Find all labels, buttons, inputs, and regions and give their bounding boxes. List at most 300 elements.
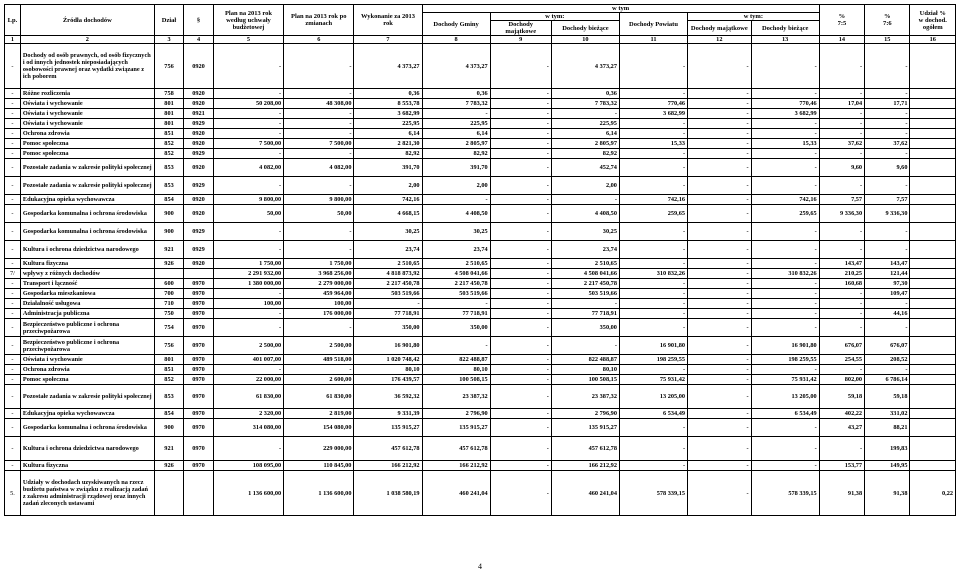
row-paragraph: 0929 (184, 241, 214, 259)
row-powiat-majatkowe: - (688, 365, 752, 375)
row-gmina-total: 822 488,87 (422, 355, 490, 365)
row-lp: - (5, 355, 21, 365)
row-plan-budget: 9 800,00 (213, 195, 283, 205)
row-powiat-total: 16 901,80 (619, 337, 687, 355)
row-section: 853 (154, 177, 184, 195)
row-powiat-biezace: - (751, 279, 819, 289)
column-number: 15 (865, 36, 910, 44)
row-plan-budget: - (213, 109, 283, 119)
row-paragraph: 0929 (184, 119, 214, 129)
row-gmina-majatkowe: - (490, 375, 551, 385)
row-powiat-majatkowe: - (688, 259, 752, 269)
row-section: 900 (154, 419, 184, 437)
row-share (910, 241, 956, 259)
row-plan-changes: - (284, 109, 354, 119)
row-pct-75: - (819, 437, 864, 461)
row-powiat-total: 742,16 (619, 195, 687, 205)
row-gmina-total: 7 783,32 (422, 99, 490, 109)
row-lp: - (5, 437, 21, 461)
row-powiat-total: - (619, 223, 687, 241)
row-plan-changes: - (284, 241, 354, 259)
row-powiat-biezace: - (751, 89, 819, 99)
row-section: 710 (154, 299, 184, 309)
row-paragraph: 0970 (184, 409, 214, 419)
table-row (5, 119, 956, 129)
row-plan-budget: 100,00 (213, 299, 283, 309)
row-lp: - (5, 319, 21, 337)
row-source-name: Pozostałe zadania w zakresie polityki społecznej (20, 177, 154, 195)
row-powiat-total: 259,65 (619, 205, 687, 223)
table-row (5, 355, 956, 365)
row-source-name: Transport i łączność (20, 279, 154, 289)
row-pct-75: 17,04 (819, 99, 864, 109)
row-execution: 9 331,39 (354, 409, 422, 419)
row-powiat-total: 75 931,42 (619, 375, 687, 385)
row-lp: - (5, 44, 21, 89)
row-source-name: Kultura i ochrona dziedzictwa narodowego (20, 437, 154, 461)
row-gmina-biezace: 2 217 450,78 (551, 279, 619, 289)
table-row (5, 241, 956, 259)
row-powiat-total: 3 682,99 (619, 109, 687, 119)
row-share (910, 365, 956, 375)
row-gmina-majatkowe: - (490, 409, 551, 419)
row-pct-75: - (819, 44, 864, 89)
row-lp: - (5, 99, 21, 109)
row-gmina-biezace: 166 212,92 (551, 461, 619, 471)
row-execution: 225,95 (354, 119, 422, 129)
row-powiat-majatkowe: - (688, 375, 752, 385)
row-section: 854 (154, 409, 184, 419)
row-pct-75: - (819, 149, 864, 159)
column-number: 11 (619, 36, 687, 44)
row-plan-budget: 2 291 932,00 (213, 269, 283, 279)
table-row (5, 375, 956, 385)
row-source-name: Gospodarka mieszkaniowa (20, 289, 154, 299)
header-source: Źródła dochodów (20, 5, 154, 36)
table-row (5, 99, 956, 109)
column-number: 5 (213, 36, 283, 44)
row-share (910, 129, 956, 139)
page-number: 4 (478, 562, 482, 571)
row-lp: - (5, 241, 21, 259)
row-gmina-total: 82,92 (422, 149, 490, 159)
row-gmina-biezace: 4 408,50 (551, 205, 619, 223)
row-source-name: Gospodarka komunalna i ochrona środowiska (20, 223, 154, 241)
row-plan-budget: - (213, 129, 283, 139)
row-plan-budget: - (213, 241, 283, 259)
row-section: 926 (154, 259, 184, 269)
row-powiat-majatkowe: - (688, 409, 752, 419)
row-powiat-total: 578 339,15 (619, 471, 687, 516)
row-pct-76: 331,02 (865, 409, 910, 419)
row-plan-changes: - (284, 44, 354, 89)
table-row (5, 419, 956, 437)
row-share (910, 385, 956, 409)
row-powiat-majatkowe: - (688, 279, 752, 289)
row-section: 851 (154, 365, 184, 375)
row-gmina-biezace: 100 508,15 (551, 375, 619, 385)
row-share: 0,22 (910, 471, 956, 516)
row-powiat-biezace: - (751, 461, 819, 471)
row-gmina-biezace: 457 612,78 (551, 437, 619, 461)
row-gmina-total: - (422, 337, 490, 355)
row-plan-budget: 61 830,00 (213, 385, 283, 409)
column-number: 13 (751, 36, 819, 44)
row-section: 853 (154, 385, 184, 409)
row-pct-76: - (865, 241, 910, 259)
row-paragraph: 0920 (184, 159, 214, 177)
header-lp: Lp. (5, 5, 21, 36)
row-execution: 82,92 (354, 149, 422, 159)
row-plan-budget: - (213, 44, 283, 89)
row-plan-budget: - (213, 289, 283, 299)
row-paragraph: 0970 (184, 437, 214, 461)
row-plan-changes: - (284, 119, 354, 129)
row-pct-76: 6 786,14 (865, 375, 910, 385)
row-lp: - (5, 409, 21, 419)
row-gmina-biezace: 2 510,65 (551, 259, 619, 269)
row-powiat-total: - (619, 89, 687, 99)
row-source-name: Oświata i wychowanie (20, 119, 154, 129)
row-gmina-total: 77 718,91 (422, 309, 490, 319)
row-pct-75: - (819, 89, 864, 99)
row-pct-76: 17,71 (865, 99, 910, 109)
row-gmina-total: 2 796,90 (422, 409, 490, 419)
row-powiat-total: 198 259,55 (619, 355, 687, 365)
row-share (910, 159, 956, 177)
row-share (910, 375, 956, 385)
row-powiat-biezace: - (751, 159, 819, 177)
row-plan-budget: 7 500,00 (213, 139, 283, 149)
header-powiat-biezace: Dochody bieżące (751, 21, 819, 36)
row-execution: 457 612,78 (354, 437, 422, 461)
row-gmina-biezace: - (551, 109, 619, 119)
row-gmina-biezace: 452,74 (551, 159, 619, 177)
row-pct-76: - (865, 109, 910, 119)
row-share (910, 437, 956, 461)
row-section: 801 (154, 99, 184, 109)
row-source-name: Bezpieczeństwo publiczne i ochrona przeciwpożarowa (20, 319, 154, 337)
row-gmina-majatkowe: - (490, 205, 551, 223)
row-lp: - (5, 337, 21, 355)
row-pct-75: 153,77 (819, 461, 864, 471)
row-source-name: Ochrona zdrowia (20, 365, 154, 375)
row-pct-76: 97,30 (865, 279, 910, 289)
row-pct-75: 143,47 (819, 259, 864, 269)
row-source-name: Gospodarka komunalna i ochrona środowiska (20, 419, 154, 437)
row-gmina-biezace: 23 387,32 (551, 385, 619, 409)
header-gmina-biezace: Dochody bieżące (551, 21, 619, 36)
row-gmina-majatkowe: - (490, 159, 551, 177)
row-execution: 80,10 (354, 365, 422, 375)
row-powiat-biezace: - (751, 365, 819, 375)
row-source-name: Pozostałe zadania w zakresie polityki społecznej (20, 385, 154, 409)
row-plan-budget: - (213, 149, 283, 159)
row-pct-75: - (819, 289, 864, 299)
row-pct-75: 37,62 (819, 139, 864, 149)
header-gmina: Dochody Gminy (422, 13, 490, 36)
column-number: 12 (688, 36, 752, 44)
row-execution: 4 373,27 (354, 44, 422, 89)
row-powiat-total: - (619, 319, 687, 337)
row-lp: - (5, 223, 21, 241)
row-gmina-majatkowe: - (490, 319, 551, 337)
row-lp: - (5, 279, 21, 289)
header-execution: Wykonanie za 2013 rok (354, 5, 422, 36)
row-powiat-majatkowe: - (688, 471, 752, 516)
row-paragraph: 0920 (184, 89, 214, 99)
column-number: 8 (422, 36, 490, 44)
row-pct-76: - (865, 149, 910, 159)
row-plan-changes: 2 600,00 (284, 375, 354, 385)
row-section: 801 (154, 109, 184, 119)
row-pct-75: 160,68 (819, 279, 864, 289)
row-share (910, 419, 956, 437)
row-powiat-majatkowe: - (688, 355, 752, 365)
row-pct-76: - (865, 365, 910, 375)
column-number: 1 (5, 36, 21, 44)
row-gmina-biezace: 80,10 (551, 365, 619, 375)
row-plan-changes: 176 000,00 (284, 309, 354, 319)
column-number-row (5, 36, 956, 44)
row-gmina-total: 23,74 (422, 241, 490, 259)
column-number: 6 (284, 36, 354, 44)
row-share (910, 461, 956, 471)
row-source-name: Bezpieczeństwo publiczne i ochrona przeciwpożarowa (20, 337, 154, 355)
row-source-name: Kultura i ochrona dziedzictwa narodowego (20, 241, 154, 259)
row-plan-changes: - (284, 319, 354, 337)
row-powiat-majatkowe: - (688, 119, 752, 129)
row-paragraph: 0921 (184, 109, 214, 119)
row-plan-budget: 1 380 000,00 (213, 279, 283, 289)
row-paragraph: 0970 (184, 419, 214, 437)
row-source-name: Administracja publiczna (20, 309, 154, 319)
table-row (5, 109, 956, 119)
row-paragraph: 0970 (184, 385, 214, 409)
row-lp: - (5, 129, 21, 139)
row-gmina-majatkowe: - (490, 119, 551, 129)
row-powiat-biezace: - (751, 319, 819, 337)
row-section: 926 (154, 461, 184, 471)
row-share (910, 109, 956, 119)
row-pct-76: - (865, 119, 910, 129)
row-gmina-biezace: 7 783,32 (551, 99, 619, 109)
row-pct-76: - (865, 44, 910, 89)
row-paragraph: 0970 (184, 365, 214, 375)
row-plan-changes: 3 968 256,00 (284, 269, 354, 279)
row-source-name: Kultura fizyczna (20, 461, 154, 471)
row-section: 758 (154, 89, 184, 99)
row-pct-76: - (865, 129, 910, 139)
row-pct-75: 91,38 (819, 471, 864, 516)
row-pct-75: 59,18 (819, 385, 864, 409)
row-section: 756 (154, 44, 184, 89)
row-paragraph: 0970 (184, 279, 214, 289)
row-gmina-majatkowe: - (490, 279, 551, 289)
row-gmina-majatkowe: - (490, 129, 551, 139)
row-section: 853 (154, 159, 184, 177)
row-gmina-majatkowe: - (490, 89, 551, 99)
row-powiat-majatkowe: - (688, 289, 752, 299)
row-share (910, 205, 956, 223)
row-plan-changes: 110 845,00 (284, 461, 354, 471)
row-gmina-total: 30,25 (422, 223, 490, 241)
row-gmina-majatkowe: - (490, 177, 551, 195)
row-source-name: wpływy z różnych dochodów (20, 269, 154, 279)
row-powiat-biezace: - (751, 119, 819, 129)
row-share (910, 139, 956, 149)
row-powiat-majatkowe: - (688, 337, 752, 355)
row-lp: - (5, 119, 21, 129)
row-powiat-majatkowe: - (688, 89, 752, 99)
header-w-tym: w tym (422, 5, 819, 13)
row-lp: - (5, 89, 21, 99)
row-pct-76: 9 336,30 (865, 205, 910, 223)
row-execution: 0,36 (354, 89, 422, 99)
row-powiat-biezace: - (751, 129, 819, 139)
header-pct-76-ratio: 7:6 (882, 20, 892, 27)
row-pct-75: 402,22 (819, 409, 864, 419)
row-execution: 2 821,30 (354, 139, 422, 149)
table-row (5, 437, 956, 461)
row-plan-budget: 50 208,00 (213, 99, 283, 109)
row-lp: - (5, 289, 21, 299)
table-row (5, 89, 956, 99)
row-paragraph: 0920 (184, 99, 214, 109)
row-powiat-majatkowe: - (688, 139, 752, 149)
table-row (5, 177, 956, 195)
row-gmina-majatkowe: - (490, 44, 551, 89)
table-row (5, 365, 956, 375)
table-row (5, 44, 956, 89)
header-share-a: Udział % (919, 9, 946, 17)
table-row (5, 269, 956, 279)
row-powiat-majatkowe: - (688, 129, 752, 139)
row-pct-75: 7,57 (819, 195, 864, 205)
row-section: 852 (154, 139, 184, 149)
row-paragraph: 0920 (184, 139, 214, 149)
row-powiat-majatkowe: - (688, 44, 752, 89)
row-plan-budget: - (213, 89, 283, 99)
row-pct-75: - (819, 309, 864, 319)
row-gmina-biezace: - (551, 299, 619, 309)
row-share (910, 195, 956, 205)
row-gmina-biezace: 30,25 (551, 223, 619, 241)
row-powiat-biezace: - (751, 177, 819, 195)
row-powiat-biezace: 770,46 (751, 99, 819, 109)
row-execution: 77 718,91 (354, 309, 422, 319)
row-powiat-majatkowe: - (688, 149, 752, 159)
table-row (5, 279, 956, 289)
row-powiat-biezace: - (751, 241, 819, 259)
row-plan-budget: 2 320,00 (213, 409, 283, 419)
row-share (910, 119, 956, 129)
row-gmina-biezace: 4 508 041,66 (551, 269, 619, 279)
row-gmina-majatkowe: - (490, 269, 551, 279)
column-number: 3 (154, 36, 184, 44)
row-execution: 30,25 (354, 223, 422, 241)
row-source-name: Udziały w dochodach uzyskiwanych na rzecz budżetu państwa w związku z realizacją zadań z zakresu administracji rządowej oraz innych zadań zleconych ustawami (20, 471, 154, 516)
row-plan-budget: 314 080,00 (213, 419, 283, 437)
row-plan-budget: - (213, 177, 283, 195)
row-pct-76: 121,44 (865, 269, 910, 279)
row-lp: - (5, 259, 21, 269)
row-gmina-majatkowe: - (490, 195, 551, 205)
row-section: 854 (154, 195, 184, 205)
row-section: 700 (154, 289, 184, 299)
row-gmina-biezace: 23,74 (551, 241, 619, 259)
row-plan-changes: - (284, 365, 354, 375)
row-gmina-total: - (422, 195, 490, 205)
row-powiat-majatkowe: - (688, 309, 752, 319)
row-lp: 7/ (5, 269, 21, 279)
row-source-name: Dochody od osób prawnych, od osób fizycznych i od innych jednostek nieposiadających osobowości prawnej oraz wydatki związane z ich poborem (20, 44, 154, 89)
row-powiat-total: - (619, 365, 687, 375)
row-gmina-majatkowe: - (490, 149, 551, 159)
row-share (910, 44, 956, 89)
row-powiat-total: - (619, 159, 687, 177)
row-plan-changes: - (284, 89, 354, 99)
row-gmina-biezace: - (551, 195, 619, 205)
row-share (910, 223, 956, 241)
table-row (5, 159, 956, 177)
row-gmina-total: 4 408,50 (422, 205, 490, 223)
row-lp: - (5, 375, 21, 385)
row-lp: - (5, 139, 21, 149)
row-share (910, 89, 956, 99)
row-execution: 2 510,65 (354, 259, 422, 269)
table-row (5, 471, 956, 516)
row-gmina-biezace: 0,36 (551, 89, 619, 99)
row-gmina-total: 23 387,32 (422, 385, 490, 409)
row-pct-75: 802,00 (819, 375, 864, 385)
row-gmina-biezace: 2 796,90 (551, 409, 619, 419)
header-paragraph: § (184, 5, 214, 36)
table-row (5, 223, 956, 241)
row-gmina-majatkowe: - (490, 309, 551, 319)
row-section: 900 (154, 223, 184, 241)
row-section (154, 269, 184, 279)
column-number: 7 (354, 36, 422, 44)
row-pct-76: 208,52 (865, 355, 910, 365)
header-powiat-majatkowe: Dochody majątkowe (688, 21, 752, 36)
row-plan-changes: - (284, 177, 354, 195)
table-row (5, 337, 956, 355)
row-pct-76: 91,38 (865, 471, 910, 516)
row-powiat-majatkowe: - (688, 319, 752, 337)
row-plan-changes: - (284, 149, 354, 159)
row-powiat-total: 15,33 (619, 139, 687, 149)
row-section: 801 (154, 119, 184, 129)
row-pct-75: 254,55 (819, 355, 864, 365)
row-source-name: Ochrona zdrowia (20, 129, 154, 139)
row-section (154, 471, 184, 516)
row-plan-budget: 108 095,00 (213, 461, 283, 471)
row-powiat-majatkowe: - (688, 159, 752, 177)
row-powiat-biezace: 15,33 (751, 139, 819, 149)
row-paragraph: 0970 (184, 299, 214, 309)
row-paragraph: 0970 (184, 461, 214, 471)
row-pct-75: - (819, 319, 864, 337)
row-gmina-biezace: 460 241,04 (551, 471, 619, 516)
row-share (910, 319, 956, 337)
header-w-tym-1: w tym: (490, 13, 619, 21)
row-execution: 3 682,99 (354, 109, 422, 119)
row-powiat-total: - (619, 129, 687, 139)
row-share (910, 337, 956, 355)
row-execution: 2,00 (354, 177, 422, 195)
row-gmina-total: 4 508 041,66 (422, 269, 490, 279)
